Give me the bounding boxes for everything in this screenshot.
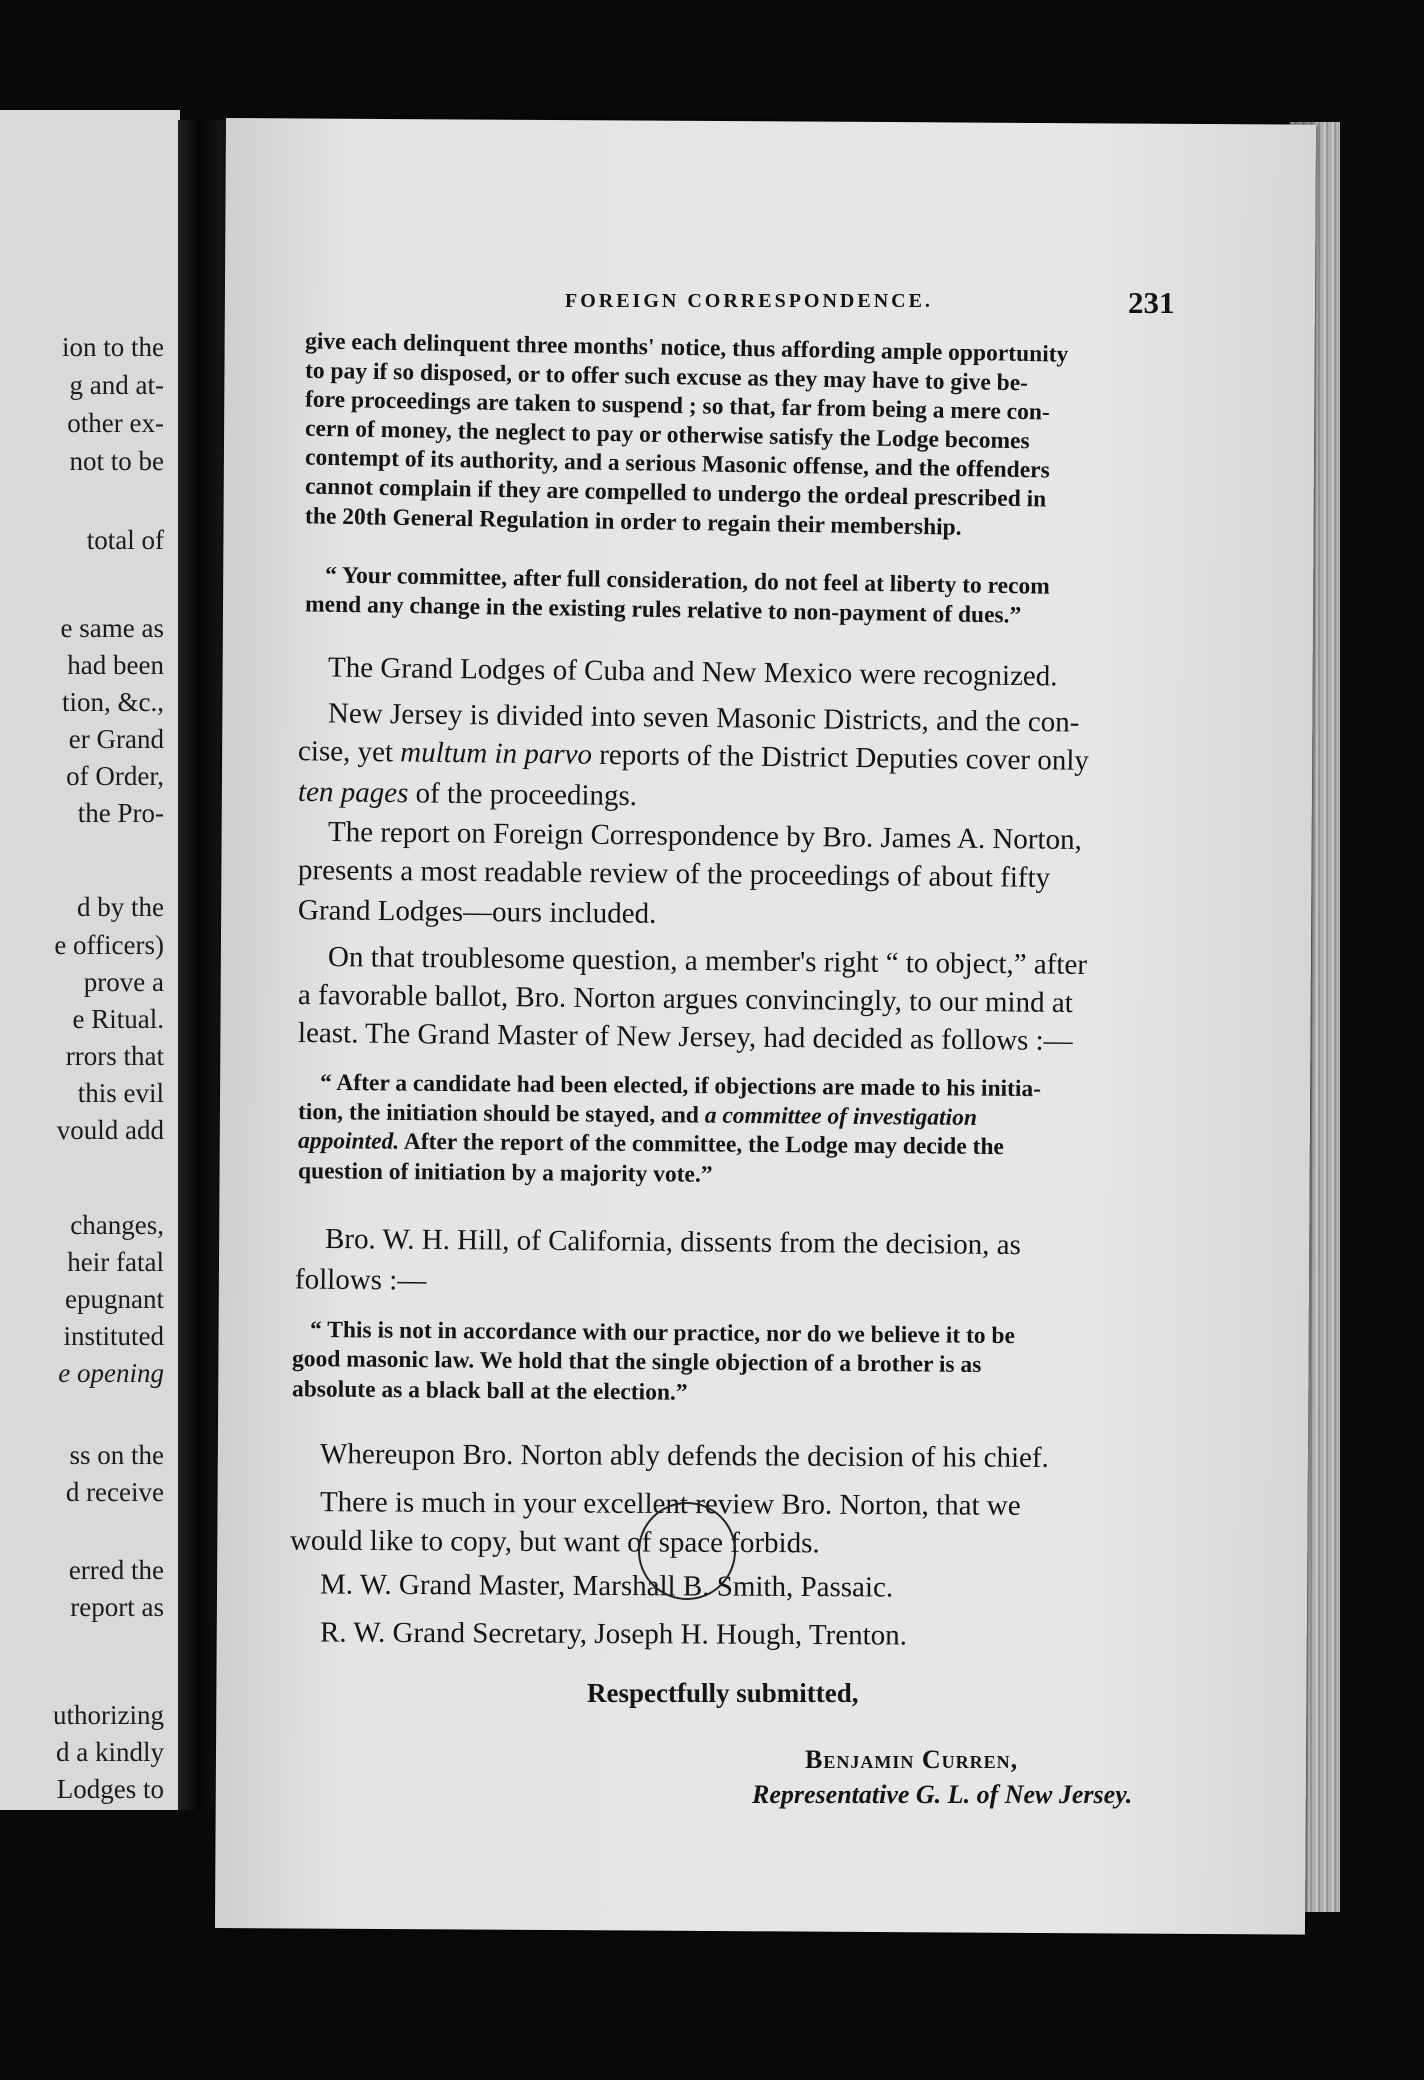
text-fragment: of the proceedings.	[408, 777, 638, 813]
text-line: the 20th General Regulation in order to regain their membership.	[304, 503, 962, 541]
italic-phrase: appointed.	[297, 1127, 400, 1155]
text-line: give each delinquent three months' notice, thus affording ample opportunity	[304, 328, 1069, 368]
left-facing-page	[0, 110, 180, 1810]
text-line: good masonic law. We hold that the single objection of a brother is as	[291, 1345, 982, 1379]
text-line: M. W. Grand Master, Marshall B. Smith, Passaic.	[319, 1568, 894, 1604]
left-page-line: e Ritual.	[72, 1004, 164, 1034]
italic-phrase: ten pages	[297, 775, 409, 810]
text-fragment: cise, yet	[297, 735, 401, 769]
left-page-line: other ex-	[67, 408, 164, 438]
text-line: least. The Grand Master of New Jersey, had decided as follows :—	[297, 1016, 1073, 1058]
text-line: presents a most readable review of the proceedings of about fifty	[297, 854, 1051, 894]
left-page-line: e officers)	[54, 930, 164, 960]
left-page-line: instituted	[63, 1321, 164, 1351]
left-page-line: of Order,	[66, 761, 164, 791]
left-page-line: the Pro-	[77, 798, 164, 828]
text-line: The Grand Lodges of Cuba and New Mexico were recognized.	[327, 651, 1058, 693]
left-page-line: rrors that	[65, 1041, 164, 1071]
text-line: cern of money, the neglect to pay or otherwise satisfy the Lodge becomes	[304, 415, 1030, 455]
text-line	[298, 776, 637, 813]
left-page-line: not to be	[69, 446, 164, 476]
text-line: a favorable ballot, Bro. Norton argues convincingly, to our mind at	[297, 978, 1073, 1020]
left-page-line: Lodges to	[56, 1774, 164, 1804]
left-page-line: epugnant	[65, 1284, 164, 1314]
text-fragment: reports of the District Deputies cover only	[591, 738, 1090, 777]
left-page-line: prove a	[83, 967, 164, 997]
signature-title: Representative G. L. of New Jersey.	[752, 1780, 1133, 1809]
left-page-line: changes,	[70, 1210, 164, 1240]
pencil-circle-mark	[638, 1502, 736, 1600]
text-line: fore proceedings are taken to suspend ; so that, far from being a mere con-	[304, 386, 1050, 426]
text-line: “ After a candidate had been elected, if objections are made to his initia-	[319, 1069, 1042, 1103]
text-line: “ Your committee, after full consideration, do not feel at liberty to recom	[324, 562, 1051, 600]
left-page-line: erred the	[68, 1555, 164, 1585]
text-fragment: tion, the initiation should be stayed, and	[297, 1099, 705, 1129]
text-line: R. W. Grand Secretary, Joseph H. Hough, Trenton.	[319, 1616, 908, 1652]
left-page-line: total of	[86, 525, 164, 555]
text-line: question of initiation by a majority vote.”	[297, 1158, 713, 1188]
text-line: Grand Lodges—ours included.	[297, 894, 657, 930]
left-page-line: vould add	[56, 1115, 164, 1145]
left-page-line: g and at-	[69, 370, 164, 400]
left-page-line: d a kindly	[56, 1737, 164, 1767]
italic-phrase: a committee of investigation	[704, 1102, 978, 1131]
text-line: “ This is not in accordance with our practice, nor do we believe it to be	[309, 1316, 1016, 1350]
text-line: to pay if so disposed, or to offer such excuse as they may have to give be-	[304, 357, 1029, 397]
left-page-line: report as	[70, 1592, 164, 1622]
running-head: FOREIGN CORRESPONDENCE.	[565, 290, 933, 312]
text-line: On that troublesome question, a member's right “ to object,” after	[327, 941, 1088, 981]
text-line: mend any change in the existing rules relative to non-payment of dues.”	[304, 591, 1022, 629]
text-line: follows :—	[294, 1263, 427, 1297]
text-fragment: After the report of the committee, the Lodge may decide the	[399, 1128, 1005, 1161]
left-page-line: uthorizing	[53, 1700, 164, 1730]
italic-phrase: multum in parvo	[400, 736, 593, 771]
left-page-line: e opening	[58, 1358, 164, 1388]
closing-salutation: Respectfully submitted,	[587, 1678, 859, 1708]
left-page-line: er Grand	[68, 724, 164, 754]
text-line: Whereupon Bro. Norton ably defends the decision of his chief.	[319, 1438, 1049, 1474]
text-line: cannot complain if they are compelled to undergo the ordeal prescribed in	[304, 473, 1047, 513]
text-line: contempt of its authority, and a serious Masonic offense, and the offenders	[304, 444, 1050, 484]
left-page-line: had been	[67, 650, 164, 680]
text-line: New Jersey is divided into seven Masonic Districts, and the con-	[327, 697, 1080, 739]
text-line: absolute as a black ball at the election.”	[291, 1376, 688, 1406]
page-number: 231	[1128, 285, 1175, 320]
left-page-line: tion, &c.,	[62, 687, 164, 717]
text-line: There is much in your excellent review Bro. Norton, that we	[319, 1486, 1021, 1522]
left-page-line: heir fatal	[67, 1247, 164, 1277]
signature-name: Benjamin Curren,	[805, 1745, 1019, 1774]
left-page-line: d receive	[65, 1477, 164, 1507]
left-page-line: ss on the	[69, 1440, 164, 1470]
left-page-line: e same as	[60, 613, 164, 643]
text-line: would like to copy, but want of space forbids.	[289, 1524, 820, 1560]
text-line: The report on Foreign Correspondence by Bro. James A. Norton,	[327, 816, 1083, 856]
left-page-line: d by the	[77, 892, 164, 922]
left-page-line: ion to the	[62, 332, 164, 362]
text-line: Bro. W. H. Hill, of California, dissents from the decision, as	[324, 1222, 1022, 1262]
left-page-line: this evil	[77, 1078, 164, 1108]
